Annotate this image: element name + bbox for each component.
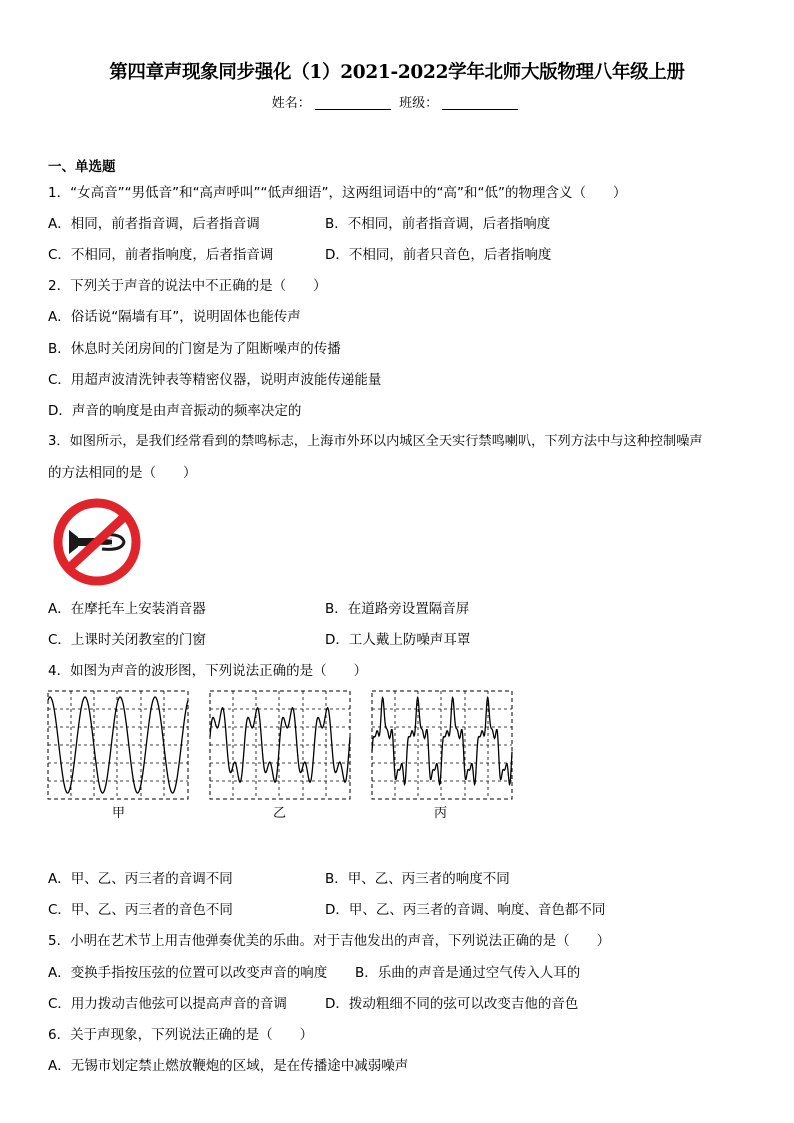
question-3-option-c: C．上课时关闭教室的门窗 — [48, 632, 206, 648]
student-info-row — [0, 92, 794, 111]
question-2-option-c: C．用超声波清洗钟表等精密仪器，说明声波能传递能量 — [48, 372, 382, 388]
no-horn-sign-icon — [52, 497, 142, 587]
question-1-option-c: C．不相同，前者指响度，后者指音调 — [48, 247, 274, 263]
question-5-option-d: D．拨动粗细不同的弦可以改变吉他的音色 — [325, 996, 579, 1012]
question-5-stem: 5．小明在艺术节上用吉他弹奏优美的乐曲。对于吉他发出的声音，下列说法正确的是（ ） — [48, 933, 611, 949]
sound-waveforms-figure — [47, 690, 517, 802]
waveform-bing — [372, 691, 512, 799]
waveform-jia — [48, 691, 188, 799]
question-3-stem-line2: 的方法相同的是（ ） — [48, 465, 197, 481]
waveform-label-yi: 乙 — [273, 806, 287, 821]
question-4-stem: 4．如图为声音的波形图，下列说法正确的是（ ） — [48, 663, 368, 679]
question-2-option-b: B．休息时关闭房间的门窗是为了阻断噪声的传播 — [48, 341, 341, 357]
question-6-stem: 6．关于声现象，下列说法正确的是（ ） — [48, 1027, 314, 1043]
question-1-option-d: D．不相同，前者只音色，后者指响度 — [325, 247, 552, 263]
name-label: 姓名： — [271, 96, 311, 111]
page-title: 第四章声现象同步强化（1）2021-2022学年北师大版物理八年级上册 — [109, 62, 685, 83]
question-5-option-a: A．变换手指按压弦的位置可以改变声音的响度 — [48, 965, 328, 981]
question-6-option-a: A．无锡市划定禁止燃放鞭炮的区域，是在传播途中减弱噪声 — [48, 1058, 409, 1074]
class-blank[interactable] — [442, 95, 518, 110]
question-4-option-d: D．甲、乙、丙三者的音调、响度、音色都不同 — [325, 902, 606, 918]
question-4-option-b: B．甲、乙、丙三者的响度不同 — [325, 871, 510, 887]
question-3-option-a: A．在摩托车上安装消音器 — [48, 601, 206, 617]
question-5-option-b: B．乐曲的声音是通过空气传入人耳的 — [355, 965, 581, 981]
question-1-option-a: A．相同，前者指音调，后者指音调 — [48, 216, 260, 232]
section-title: 一、单选题 — [48, 159, 116, 175]
waveform-label-bing: 丙 — [434, 806, 448, 821]
question-2-stem: 2．下列关于声音的说法中不正确的是（ ） — [48, 278, 327, 294]
question-1-option-b: B．不相同，前者指音调，后者指响度 — [325, 216, 551, 232]
question-1-stem: 1．“女高音”“男低音”和“高声呼叫”“低声细语”，这两组词语中的“高”和“低”的物理含义（ ） — [48, 185, 627, 201]
question-2-option-d: D．声音的响度是由声音振动的频率决定的 — [48, 403, 302, 419]
class-label: 班级： — [399, 96, 439, 111]
name-blank[interactable] — [315, 95, 391, 110]
question-3-option-d: D．工人戴上防噪声耳罩 — [325, 632, 471, 648]
question-4-option-c: C．甲、乙、丙三者的音色不同 — [48, 902, 233, 918]
waveform-label-jia: 甲 — [112, 806, 126, 821]
waveform-yi — [210, 691, 350, 799]
question-3-stem-line1: 3．如图所示，是我们经常看到的禁鸣标志，上海市外环以内城区全天实行禁鸣喇叭，下列方法中与这种控制噪声 — [48, 434, 703, 449]
question-4-option-a: A．甲、乙、丙三者的音调不同 — [48, 871, 233, 887]
question-5-option-c: C．用力拨动吉他弦可以提高声音的音调 — [48, 996, 287, 1012]
question-3-option-b: B．在道路旁设置隔音屏 — [325, 601, 470, 617]
question-2-option-a: A．俗话说“隔墙有耳”，说明固体也能传声 — [48, 309, 301, 325]
